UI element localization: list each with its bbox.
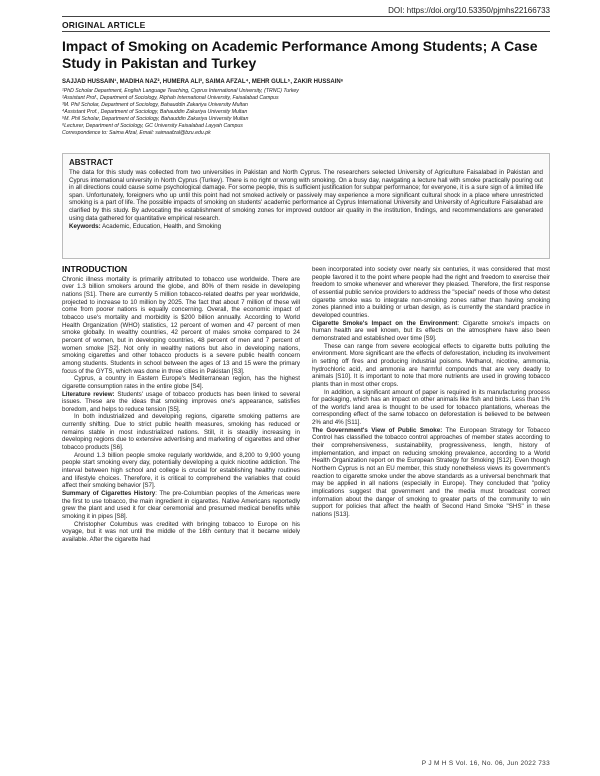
inline-heading-environment: Cigarette Smoke's Impact on the Environment <box>312 319 458 327</box>
abstract-heading: ABSTRACT <box>69 158 113 167</box>
paragraph: been incorporated into society over nearly six centuries, it was considered that most people favored it to the point where people had the right and freedom to exercise their freedom to smoke whenever and wherever they pleased. Therefore, the first response of essential public service providers to address the "special" needs of those who detest cigarette smoke was to integrate non-smoking zones rather than having smoking zones planned into a building or urban design, as is currently the standard practice in developed countries. <box>312 266 550 319</box>
paragraph: Christopher Columbus was credited with bringing tobacco to Europe on his voyage, but it was not until the middle of the 16th century that it became widely available. After the cigarette had <box>62 520 300 543</box>
author-list: SAJJAD HUSSAIN¹, MADIHA NAZ², HUMERA ALI³, SAIMA AFZAL⁴, MEHR GULL⁵, ZAKIR HUSSAIN⁶ <box>62 79 344 85</box>
left-column <box>62 266 300 544</box>
correspondence-line: Correspondence to: Saima Afzal, Email: saimaafzal@bzu.edu.pk <box>62 130 211 136</box>
inline-heading-summary: Summary of Cigarettes History <box>62 490 156 498</box>
header-rule-2 <box>62 31 550 32</box>
section-heading-introduction: INTRODUCTION <box>62 264 128 274</box>
affiliation-line: ⁶Lecturer, Department of Sociology, GC University Faisalabad Layyah Campus <box>62 123 243 129</box>
affiliation-line: ⁴Assistant Prof., Department of Sociology, Bahauddin Zakariya University Multan <box>62 109 248 115</box>
article-type-label: ORIGINAL ARTICLE <box>62 20 146 30</box>
paragraph-text: Students' usage of tobacco products has been linked to several issues. These are the ideas that smoking improves one's appearance, satisfies boredom, and helps to reduce tension [S5]. <box>62 390 300 413</box>
keywords-value: Academic, Education, Health, and Smoking <box>102 223 222 231</box>
abstract-box <box>62 153 550 259</box>
abstract-text: The data for this study was collected from two universities in Pakistan and North Cyprus. The researchers selected University of Agriculture Faisalabad in Pakistan and Cyprus international university in North Cyprus (Turkey). There is no right or wrong with smoking. On a busy day, navigating a lecture hall with smoke practically pouring out in all directions could cause some psychological damage. For some people, this is sufficient justification for subpar performance; for everyone, it is a sure sign of a limited life span. Unfortunately, foreigners who up until this point had not smoked actively or passively may experience a more significant cultural shock in a place where unrestricted smoking is a part of life. The possible impacts of smoking on students' academic performance at Cyprus International University and University of Agriculture Faisalabad are clarified by this study. By advocating the establishment of smoking zones for improved outdoor air quality in the institution, findings, and recommendations are generated using data gathered for quantitative empirical research. <box>69 169 543 222</box>
page-footer: P J M H S Vol. 16, No. 06, Jun 2022 733 <box>421 760 550 767</box>
inline-heading-literature-review: Literature review: <box>62 390 115 398</box>
paragraph: Chronic illness mortality is primarily attributed to tobacco use worldwide. There are over 1.3 billion smokers around the globe, and 80% of them reside in developing nations [S1]. There are currently 5 million tobacco-related deaths per year worldwide, projected to increase to 10 million by 2025. The fact that about 7 million of these will come from poorer nations is equally concerning. Overall, the economic impact of tobacco use's mortality and morbidity is $200 billion annually. According to World Health Organization (WHO) statistics, 12 percent of women and 47 percent of men smoke globally. In wealthy countries, 42 percent of males smoke compared to 24 percent of women, but in developing countries, 48 percent of men and 7 percent of women smoke [S2]. Not only in wealthy nations but also in developing nations, smoking cigarettes and other tobacco products is a severe public health concern among students. Students in school between the ages of 13 and 15 were the primary focus of the GYTS, which was done in three cities in Pakistan [S3]. <box>62 275 300 375</box>
paragraph: In addition, a significant amount of paper is required in its manufacturing process for packaging, which has an impact on other animals like fish and birds. Less than 1% of the world's land area is thought to be used for tobacco plantations, whereas the corresponding effect of the same tobacco on deforestation is believed to be between 2% and 4% [S11]. <box>312 388 550 427</box>
affiliations <box>62 88 552 137</box>
doi-link[interactable]: DOI: https://doi.org/10.53350/pjmhs22166733 <box>388 6 550 15</box>
paragraph <box>62 391 300 414</box>
affiliation-line: ³M. Phil Scholar, Department of Sociology, Bahauddin Zakariya University Multan <box>62 102 248 108</box>
paragraph: In both industrialized and developing regions, cigarette smoking patterns are currently shifting. Due to strict public health measures, smoking has reduced or remains stable in most industrialized nations. Still, it is steadily increasing in developing regions due to extensive advertising and marketing of cigarettes and other tobacco products [S6]. <box>62 413 300 452</box>
keywords <box>69 223 543 231</box>
keywords-label: Keywords: <box>69 223 101 231</box>
paragraph: Around 1.3 billion people smoke regularly worldwide, and 8,200 to 9,900 young people start smoking every day, potentially developing a quick nicotine addiction. The interval between high school and college is crucial for establishing healthy routines and lifestyle choices. Therefore, it is critical to comprehend the variables that could affect their smoking behavior [S7]. <box>62 451 300 490</box>
paragraph <box>312 427 550 519</box>
affiliation-line: ⁵M. Phil Scholar, Department of Sociology, Bahauddin Zakariya University Multan <box>62 116 249 122</box>
affiliation-line: ²Assistant Prof., Department of Sociology, Riphah International University, Faisalabad Campus <box>62 95 279 101</box>
paper-title: Impact of Smoking on Academic Performance Among Students; A Case Study in Pakistan and Turkey <box>62 38 538 71</box>
paragraph-text: : Cigarette smoke's impacts on human health are well known, but its effects on the atmosphere have also been demonstrated and established over time [S9]. <box>312 319 551 342</box>
paragraph: These can range from severe ecological effects to cigarette butts polluting the environment. More significant are the effects of deforestation, including its involvement in setting off fires and producing industrial poisons. Methanol, nicotine, ammonia, hydrochloric acid, and ammonia are harmful compounds that are very deadly to animals [S10]. It is important to note that more nutrients are used in growing tobacco plants than in most other crops. <box>312 342 550 388</box>
paragraph <box>312 320 550 343</box>
right-column <box>312 266 550 519</box>
paragraph <box>62 490 300 521</box>
header-rule <box>62 16 550 17</box>
affiliation-line: ¹PhD Scholar Department, English Language Teaching, Cyprus International University, (TRNC) Turkey <box>62 88 299 94</box>
paragraph-text: The European Strategy for Tobacco Control has classified the tobacco control approaches of member states according to their comprehensiveness, sustainability, progressiveness, length, history of implementation, and impact on reducing smoking prevalence, according to a World Health Organization report on the European Strategy for Smoking [S12]. Even though Northern Cyprus is not an EU member, this study nonetheless views its government's reaction to cigarette smoke under the above standards as a universal benchmark that may be applied in all nations (especially in Europe). They concluded that "policy implications suggest that government and the media must broadcast correct information about the danger of smoking to greater parts of the community to win support for policies that affect the health of Second Hand Smoke "SHS" in these nations [S13]. <box>312 426 550 518</box>
paragraph-text: : The pre-Columbian peoples of the Americas were the first to use tobacco, the main ingredient in cigarettes. Native Americans reportedly grew the plant and used it for clear ceremonial and presumed medical benefits while smoking it in pipes [S8]. <box>62 490 300 520</box>
inline-heading-government-view: The Government's View of Public Smoke: <box>312 426 443 434</box>
paragraph: Cyprus, a country in Eastern Europe's Mediterranean region, has the highest cigarette consumption rates in the entire globe [S4]. <box>62 375 300 390</box>
